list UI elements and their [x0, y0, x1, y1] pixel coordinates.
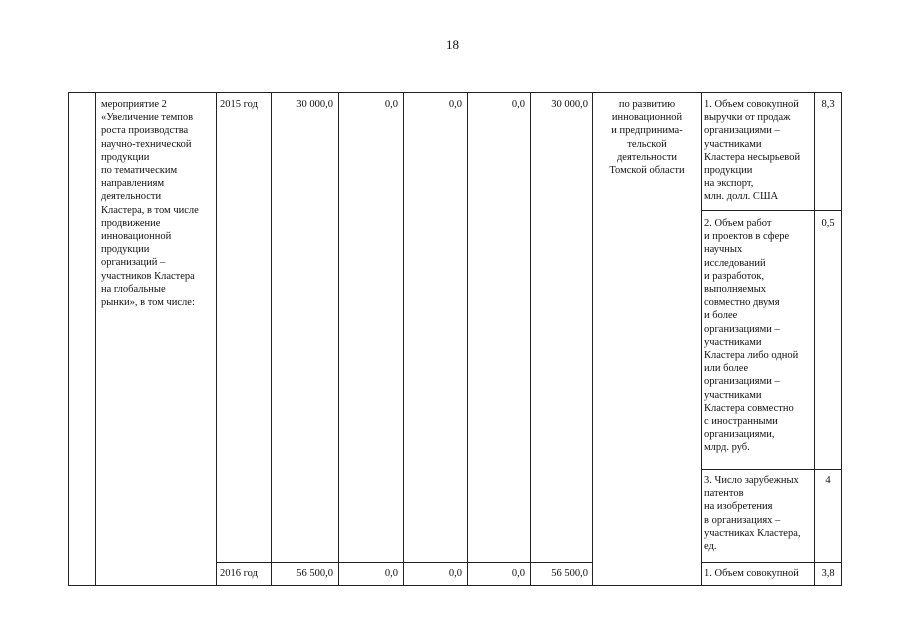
indicator-row-divider [701, 469, 842, 470]
row-2015-local: 0,0 [511, 99, 525, 110]
column-divider [814, 92, 815, 586]
column-divider [467, 92, 468, 586]
indicator-name: 1. Объем совокупной [704, 568, 799, 579]
row-2016-regional: 0,0 [448, 568, 462, 579]
column-divider [338, 92, 339, 586]
table-border-top [68, 92, 842, 93]
row-2015-total: 30 000,0 [296, 99, 333, 110]
table-border-left [68, 92, 69, 586]
row-2016-extra: 56 500,0 [551, 568, 588, 579]
column-divider [403, 92, 404, 586]
column-divider [271, 92, 272, 586]
column-divider [592, 92, 593, 586]
page-number: 18 [446, 37, 459, 52]
table-border-bottom [68, 585, 842, 586]
column-divider [216, 92, 217, 586]
column-divider [701, 92, 702, 586]
row-2016-local: 0,0 [511, 568, 525, 579]
column-divider [95, 92, 96, 586]
indicator-row-divider [701, 210, 842, 211]
row-2015-federal: 0,0 [384, 99, 398, 110]
indicator-name: 3. Число зарубежных патентов на изобретения в организациях – участниках Кластера, ед. [704, 475, 801, 553]
row-2016-federal: 0,0 [384, 568, 398, 579]
row-2015-year: 2015 год [220, 99, 258, 110]
indicator-value: 3,8 [821, 568, 835, 579]
year-row-divider [216, 562, 593, 563]
event-description: мероприятие 2 «Увеличение темпов роста производства научно-технической продукции по тематическим направлениям деятельности Кластера, в том числе продвижение инновационной продукции организаций – участников Кластера на глобальные рынки», в том числе: [101, 99, 199, 309]
row-2015-extra: 30 000,0 [551, 99, 588, 110]
row-2016-year: 2016 год [220, 568, 258, 579]
indicator-name: 2. Объем работ и проектов в сфере научных исследований и разработок, выполняемых совместно двумя и более организациями – участниками Кластера либо одной или более организациями – участниками Кластера совместно с иностранными организациями, млрд. руб. [704, 218, 799, 454]
indicator-value: 4 [825, 475, 831, 486]
program-table [68, 92, 842, 586]
table-border-right [841, 92, 842, 586]
row-2016-total: 56 500,0 [296, 568, 333, 579]
column-divider [530, 92, 531, 586]
row-2015-regional: 0,0 [448, 99, 462, 110]
indicator-value: 0,5 [821, 218, 835, 229]
year-row-divider [701, 562, 842, 563]
indicator-value: 8,3 [821, 99, 835, 110]
executor-description: по развитию инновационной и предпринима- тельской деятельности Томской области [609, 99, 685, 177]
indicator-name: 1. Объем совокупной выручки от продаж организациями – участниками Кластера несырьевой продукции на экспорт, млн. долл. США [704, 99, 801, 203]
